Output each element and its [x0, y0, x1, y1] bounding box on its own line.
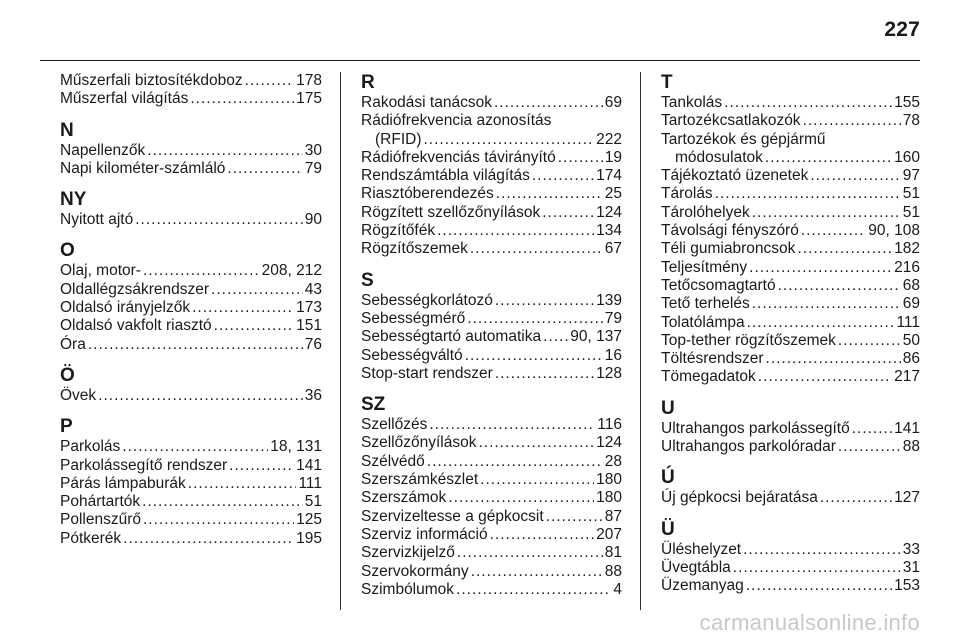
index-entry-term: Sebességtartó automatika — [361, 328, 542, 346]
index-entry — [361, 131, 622, 149]
index-entry — [661, 489, 920, 507]
dot-leader — [190, 90, 294, 108]
index-entry-page: 43 — [304, 280, 322, 298]
index-entry-term: Ultrahangos parkolóradar — [661, 438, 836, 456]
dot-leader — [496, 185, 603, 203]
index-entry — [361, 347, 622, 365]
index-entry-page: 127 — [894, 489, 920, 507]
index-entry — [60, 160, 322, 178]
index-entry-page: 207 — [596, 525, 622, 543]
index-entry-term: Tárolás — [661, 185, 713, 203]
index-entry — [361, 508, 622, 526]
index-entry-term: Szerszámkészlet — [361, 471, 479, 489]
index-entry — [661, 167, 920, 185]
index-entry — [361, 240, 622, 258]
index-entry-term: Töltésrendszer — [661, 350, 764, 368]
dot-leader — [192, 299, 294, 317]
index-section — [60, 416, 322, 548]
index-entry-page: 90 — [304, 211, 322, 229]
index-entry-page: 124 — [596, 203, 622, 221]
index-entry — [60, 262, 322, 280]
dot-leader — [749, 259, 892, 277]
index-entry-term: Tárolóhelyek — [661, 203, 750, 221]
section-letter: NY — [60, 189, 87, 211]
index-entry-term: Rakodási tanácsok — [361, 94, 492, 111]
index-entry — [60, 211, 322, 229]
index-entry-page: 222 — [596, 130, 622, 148]
index-entry-term: Sebességmérő — [361, 309, 466, 327]
dot-leader — [457, 544, 603, 562]
index-entry — [361, 204, 622, 222]
index-entry — [361, 310, 622, 328]
dot-leader — [147, 142, 302, 160]
index-entry — [661, 185, 920, 203]
index-entry-page: 124 — [596, 434, 622, 452]
dot-leader — [746, 577, 892, 595]
dot-leader — [480, 471, 594, 489]
index-entry — [661, 259, 920, 277]
dot-leader — [743, 541, 901, 559]
dot-leader — [838, 438, 901, 456]
index-entry-page: 69 — [604, 94, 622, 111]
index-entry-term: Top-tether rögzítőszemek — [661, 331, 836, 349]
dot-leader — [758, 368, 892, 386]
dot-leader — [820, 489, 892, 507]
index-section — [60, 72, 322, 109]
index-entry-page: 208, 212 — [261, 262, 322, 280]
index-entry-page: 68 — [902, 276, 920, 294]
index-entry-page: 25 — [604, 185, 622, 203]
index-entry-page: 217 — [894, 368, 920, 386]
dot-leader — [494, 94, 603, 112]
index-entry-page: 51 — [902, 185, 920, 203]
index-entry-page: 36 — [304, 386, 322, 404]
section-letter: SZ — [361, 394, 386, 416]
index-entry-page: 128 — [596, 364, 622, 382]
index-entry — [60, 475, 322, 493]
dot-leader — [852, 420, 892, 438]
index-section — [661, 398, 920, 457]
index-entry-page: 180 — [596, 471, 622, 489]
index-entry — [60, 90, 322, 108]
dot-leader — [437, 222, 594, 240]
index-entry — [60, 493, 322, 511]
index-entry — [661, 295, 920, 313]
index-section — [361, 72, 622, 259]
index-entry-term: Szerviz információ — [361, 525, 488, 543]
index-entry — [361, 167, 622, 185]
index-entry — [661, 149, 920, 167]
dot-leader — [470, 240, 603, 258]
index-section — [661, 72, 920, 387]
index-entry-term: módosulatok — [675, 148, 763, 166]
section-letter: T — [661, 72, 673, 93]
index-columns — [60, 72, 920, 610]
index-entry — [661, 94, 920, 112]
section-letter: N — [60, 119, 74, 141]
index-entry — [661, 559, 920, 577]
index-entry — [60, 530, 322, 548]
index-entry-page: 111 — [896, 313, 920, 331]
index-entry-page: 90, 137 — [570, 328, 622, 346]
index-entry-page: 87 — [604, 507, 622, 525]
index-entry — [361, 222, 622, 240]
index-entry — [361, 292, 622, 310]
index-entry-page: 78 — [902, 112, 920, 130]
index-entry — [60, 438, 322, 456]
index-entry — [361, 489, 622, 507]
dot-leader — [546, 508, 603, 526]
index-entry-term: Szerszámok — [361, 489, 447, 507]
index-entry-term: Műszerfal világítás — [60, 90, 189, 108]
section-letter: Ú — [661, 467, 675, 489]
dot-leader — [803, 112, 901, 130]
dot-leader — [495, 292, 594, 310]
index-entry-page: 180 — [596, 489, 622, 507]
index-entry-term: Nyitott ajtó — [60, 211, 134, 229]
dot-leader — [427, 453, 603, 471]
index-entry-page: 160 — [894, 148, 920, 166]
header-rule — [40, 60, 920, 61]
index-entry-term: Új gépkocsi bejáratása — [661, 489, 818, 507]
index-entry-page: 16 — [604, 346, 622, 364]
index-entry — [60, 387, 322, 405]
index-entry-page: 141 — [296, 456, 322, 474]
dot-leader — [467, 310, 602, 328]
index-entry — [60, 281, 322, 299]
index-column-1 — [60, 72, 340, 610]
index-entry-page: 116 — [597, 416, 622, 434]
index-entry-page: 81 — [604, 544, 622, 562]
index-entry-page: 173 — [296, 299, 322, 317]
dot-leader — [558, 149, 603, 167]
index-entry-page: 30 — [304, 141, 322, 159]
index-entry-term: Rendszámtábla világítás — [361, 167, 530, 185]
dot-leader — [214, 317, 295, 335]
index-entry-term: Oldallégzsákrendszer — [60, 280, 210, 298]
dot-leader — [122, 438, 268, 456]
index-entry — [661, 204, 920, 222]
index-entry — [60, 142, 322, 160]
index-entry — [361, 563, 622, 581]
dot-leader — [211, 281, 303, 299]
index-column-2 — [340, 72, 640, 610]
index-section — [60, 120, 322, 179]
index-entry-page: 28 — [604, 452, 622, 470]
index-entry-page: 31 — [902, 558, 920, 576]
page-number: 227 — [884, 18, 920, 41]
index-section — [60, 189, 322, 229]
index-entry — [60, 72, 322, 90]
index-entry-term: Tartozékok és gépjármű — [661, 130, 826, 148]
index-entry — [361, 581, 622, 599]
index-section — [661, 519, 920, 596]
dot-leader — [478, 434, 594, 452]
index-entry — [661, 438, 920, 456]
index-entry-term: Üzemanyag — [661, 577, 744, 595]
index-entry-page: 19 — [604, 148, 622, 166]
dot-leader — [766, 350, 901, 368]
index-entry-term: Sebességváltó — [361, 346, 463, 364]
section-letter: O — [60, 240, 75, 262]
index-entry-term: (RFID) — [375, 130, 422, 148]
dot-leader — [143, 262, 260, 280]
index-entry-term: Stop-start rendszer — [361, 364, 493, 382]
index-entry-term: Távolsági fényszóró — [661, 222, 799, 240]
index-entry-page: 182 — [894, 240, 920, 258]
index-entry-term: Pohártartók — [60, 493, 141, 511]
dot-leader — [495, 365, 594, 383]
index-entry — [60, 317, 322, 335]
index-entry — [661, 332, 920, 350]
index-entry — [361, 471, 622, 489]
index-entry-term: Sebességkorlátozó — [361, 291, 493, 309]
index-entry-term: Tömegadatok — [661, 368, 756, 386]
index-entry-term: Szellőzőnyílások — [361, 434, 477, 452]
dot-leader — [424, 131, 595, 149]
index-column-3 — [640, 72, 920, 610]
dot-leader — [801, 222, 866, 240]
index-entry-term: Tájékoztató üzenetek — [661, 167, 809, 185]
index-entry — [661, 222, 920, 240]
index-entry-page: 90, 108 — [868, 222, 920, 240]
dot-leader — [245, 72, 294, 90]
index-entry-term: Téli gumiabroncsok — [661, 240, 796, 258]
index-entry-term: Oldalsó irányjelzők — [60, 299, 191, 317]
index-entry-term: Tetőcsomagtartó — [661, 276, 776, 294]
index-entry-page: 97 — [902, 167, 920, 185]
index-entry-term: Rádiófrekvenciás távirányító — [361, 148, 556, 166]
index-entry — [661, 350, 920, 368]
index-entry-term: Olaj, motor- — [60, 262, 141, 280]
dot-leader — [778, 277, 901, 295]
index-entry-page: 50 — [902, 331, 920, 349]
index-entry — [661, 577, 920, 595]
index-entry-term: Napi kilométer-számláló — [60, 159, 226, 177]
index-entry-page: 51 — [304, 493, 322, 511]
dot-leader — [143, 511, 294, 529]
index-entry-term: Oldalsó vakfolt riasztó — [60, 317, 212, 335]
index-entry-term: Teljesítmény — [661, 258, 748, 276]
index-entry-page: 69 — [902, 295, 920, 313]
section-letter: P — [60, 416, 73, 438]
index-entry — [361, 416, 622, 434]
index-entry — [60, 299, 322, 317]
index-entry-term: Rögzítőfék — [361, 222, 436, 240]
section-letter: U — [661, 397, 675, 419]
index-entry-term: Napellenzők — [60, 141, 146, 159]
index-section — [361, 394, 622, 599]
dot-leader — [229, 457, 294, 475]
dot-leader — [810, 167, 900, 185]
index-entry-page: 79 — [604, 309, 622, 327]
index-entry — [361, 149, 622, 167]
index-entry-page: 125 — [296, 511, 322, 529]
dot-leader — [188, 475, 297, 493]
dot-leader — [542, 204, 594, 222]
index-entry-term: Tolatólámpa — [661, 313, 745, 331]
index-section — [60, 240, 322, 353]
index-entry-term: Párás lámpaburák — [60, 474, 186, 492]
index-entry — [361, 94, 622, 112]
index-entry-page: 134 — [596, 222, 622, 240]
section-letter: Ö — [60, 364, 75, 386]
index-entry-page: 67 — [604, 240, 622, 258]
index-entry-page: 88 — [902, 438, 920, 456]
dot-leader — [98, 387, 303, 405]
dot-leader — [715, 185, 901, 203]
section-letter: Ü — [661, 518, 675, 540]
index-entry — [361, 185, 622, 203]
index-entry-term: Ultrahangos parkolássegítő — [661, 419, 850, 437]
index-entry-term: Üléshelyzet — [661, 540, 742, 558]
index-entry-term: Pollenszűrő — [60, 511, 141, 529]
dot-leader — [448, 489, 594, 507]
index-entry — [361, 526, 622, 544]
dot-leader — [490, 526, 595, 544]
dot-leader — [765, 149, 892, 167]
index-entry-term: Óra — [60, 335, 86, 353]
index-entry-page: 86 — [902, 350, 920, 368]
index-entry-term: Szervizkijelző — [361, 544, 455, 562]
dot-leader — [797, 240, 892, 258]
dot-leader — [724, 94, 892, 112]
index-entry — [661, 240, 920, 258]
index-entry-page: 174 — [596, 167, 622, 185]
dot-leader — [429, 416, 595, 434]
dot-leader — [733, 559, 901, 577]
index-section — [60, 365, 322, 405]
index-entry-term: Tartozékcsatlakozók — [661, 112, 801, 130]
index-entry-term: Tankolás — [661, 94, 723, 111]
index-entry-term: Rögzítőszemek — [361, 240, 468, 258]
index-entry-page: 33 — [902, 540, 920, 558]
index-entry-page: 155 — [894, 94, 920, 111]
dot-leader — [471, 563, 603, 581]
index-section — [361, 270, 622, 383]
index-entry — [361, 328, 622, 346]
index-entry-page: 51 — [902, 203, 920, 221]
index-entry-term: Szervokormány — [361, 562, 469, 580]
index-entry — [361, 544, 622, 562]
dot-leader — [456, 581, 611, 599]
index-entry-page: 18, 131 — [270, 438, 322, 456]
index-entry — [661, 277, 920, 295]
index-entry-page: 195 — [296, 529, 322, 547]
index-entry-term: Pótkerék — [60, 529, 122, 547]
index-entry-page: 153 — [894, 577, 920, 595]
dot-leader — [543, 328, 568, 346]
dot-leader — [465, 347, 603, 365]
index-entry-page: 175 — [296, 90, 322, 108]
index-entry-page: 151 — [296, 317, 322, 335]
index-entry-page: 111 — [298, 474, 322, 492]
index-entry-term: Üvegtábla — [661, 558, 731, 576]
index-entry-page: 141 — [894, 419, 920, 437]
dot-leader — [123, 530, 294, 548]
dot-leader — [747, 314, 895, 332]
index-entry-page: 139 — [596, 291, 622, 309]
index-entry — [361, 453, 622, 471]
index-entry-page: 76 — [304, 335, 322, 353]
index-entry-term: Riasztóberendezés — [361, 185, 494, 203]
dot-leader — [752, 295, 901, 313]
index-entry-term: Rögzített szellőzőnyílások — [361, 203, 541, 221]
dot-leader — [838, 332, 901, 350]
index-entry-term: Tető terhelés — [661, 295, 750, 313]
index-entry-term: Szimbólumok — [361, 580, 455, 598]
index-entry — [361, 365, 622, 383]
index-section — [661, 467, 920, 507]
dot-leader — [227, 160, 302, 178]
index-entry-page: 4 — [613, 580, 622, 598]
index-entry-page: 216 — [894, 258, 920, 276]
index-entry-page: 178 — [296, 72, 322, 89]
dot-leader — [532, 167, 594, 185]
index-entry — [661, 541, 920, 559]
index-entry-term: Parkolás — [60, 438, 121, 456]
index-entry-term: Szervizeltesse a gépkocsit — [361, 507, 544, 525]
index-entry — [60, 336, 322, 354]
index-entry — [60, 511, 322, 529]
section-letter: S — [361, 269, 374, 291]
dot-leader — [752, 204, 901, 222]
index-entry-term: Övek — [60, 386, 97, 404]
index-entry-page: 88 — [604, 562, 622, 580]
index-entry-term: Szélvédő — [361, 452, 425, 470]
index-entry-term: Műszerfali biztosítékdoboz — [60, 72, 243, 89]
dot-leader — [88, 336, 303, 354]
index-entry-page: 79 — [304, 159, 322, 177]
section-letter: R — [361, 72, 375, 93]
index-entry — [60, 457, 322, 475]
index-entry-term: Parkolássegítő rendszer — [60, 456, 228, 474]
index-entry-term: Rádiófrekvencia azonosítás — [361, 112, 552, 130]
dot-leader — [142, 493, 303, 511]
index-entry — [661, 420, 920, 438]
index-entry — [661, 112, 920, 130]
index-entry-term: Szellőzés — [361, 416, 428, 434]
dot-leader — [135, 211, 303, 229]
index-entry — [661, 368, 920, 386]
watermark-text: carmanualsonline.info — [699, 610, 920, 635]
index-entry — [661, 314, 920, 332]
index-entry — [361, 434, 622, 452]
